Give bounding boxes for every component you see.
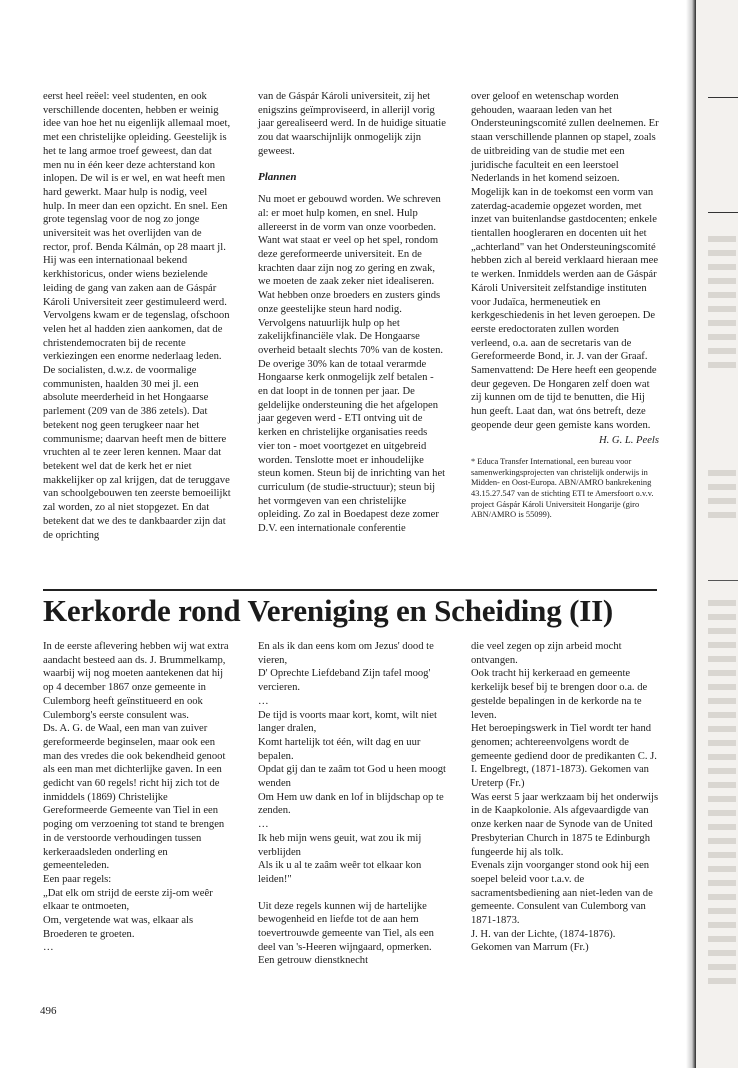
subheading-plannen: Plannen (258, 170, 297, 183)
adjacent-page-text-fragment (708, 950, 736, 956)
top-article-paragraph: van de Gáspár Károli universiteit, zij het enigszins geïmproviseerd, in allerijl vorig jaar gerealiseerd werd. In de huidige situatie zou dat waarschijnlijk onmogelijk zijn geweest. (258, 91, 446, 157)
adjacent-page-text-fragment (708, 306, 736, 312)
adjacent-page-text-fragment (708, 642, 736, 648)
adjacent-page-text-fragment (708, 362, 736, 368)
adjacent-page-text-fragment (708, 824, 736, 830)
adjacent-page-text-fragment (708, 768, 736, 774)
adjacent-page-text-fragment (708, 684, 736, 690)
adjacent-page-text-fragment (708, 712, 736, 718)
adjacent-page-text-fragment (708, 512, 736, 518)
adjacent-page-text-fragment (708, 250, 736, 256)
adjacent-page-text-fragment (708, 796, 736, 802)
adjacent-page-text-fragment (708, 754, 736, 760)
adjacent-page-text-fragment (708, 264, 736, 270)
top-article-paragraph: eerst heel reëel: veel studenten, en ook verschillende docenten, hebben er weinig idee van hoe het nu eigenlijk allemaal moet, met een christelijke opleiding. Geestelijk is het te lang armoe troef geweest, dan dat men nu in één keer deze achterstand kon inlopen. De wil is er wel, en wat heeft men hard gewerkt. Maar hulp is nodig, veel hulp. In meer dan een opzicht. En snel. Een grote tegenslag voor de nog zo jonge universiteit was het overlijden van de rector, prof. Benda Kálmán, op 28 maart jl. Hij was een internationaal bekend kerkhistoricus, onder wiens bezielende leiding de gang van zaken aan de Gáspár Károli Universiteit zeer gestimuleerd werd. Vervolgens kwam er de tegenslag, ofschoon velen het al hadden zien aankomen, dat de christendemocraten bij de recente verkiezingen een enorme nederlaag leden. De socialisten, d.w.z. de voormalige communisten, haalden 30 mei jl. een absolute meerderheid in het Hongaarse parlement (209 van de 386 zetels). Dat betekent nog geen terugkeer naar het communisme; daarvan heeft men de bittere vruchten al te zeer leren kennen. Maar dat betekent wel dat de kerk het er niet makkelijker op zal krijgen, dat de teruggave van schoolgebouwen ten zeerste bemoeilijkt zal worden, zo al niet stopgezet. En dat betekent dat we des te dankbaarder zijn dat de oprichting (43, 91, 231, 541)
adjacent-page-text-fragment (708, 498, 736, 504)
bottom-article-paragraph: Uit deze regels kunnen wij de hartelijke bewogenheid en liefde tot de aan hem toevertrouwde gemeente van Tiel, als een deel van 's-Heeren wijngaard, opmerken. Een getrouw dienstknecht (258, 900, 434, 967)
poem-excerpt: En als ik dan eens kom om Jezus' dood te vieren, D' Oprechte Liefdeband Zijn tafel moog' vercieren. … De tijd is voorts maar kort, komt, wilt niet langer dralen, Komt hartelijk tot één, wilt dag en uur bepalen. Opdat gij dan te zaâm tot God u heen moogt wenden Om Hem uw dank en lof in blijdschap op te zenden. … Ik heb mijn wens geuit, wat zou ik mij verblijden Als ik u al te zaâm weêr tot elkaar kon leiden!" (258, 641, 446, 885)
adjacent-page-text-fragment (708, 936, 736, 942)
adjacent-page-text-fragment (708, 880, 736, 886)
adjacent-page-text-fragment (708, 908, 736, 914)
bottom-article-column-3 (471, 640, 659, 955)
top-article-paragraph: Nu moet er gebouwd worden. We schreven al: er moet hulp komen, en snel. Hulp allereerst in de vorm van onze voorbeden. Want wat staat er veel op het spel, rondom deze gereformeerde universiteit. En de krachten daar zijn nog zo gering en zwak, we moeten de zaak zeker niet idealiseren. Wat hebben onze broeders en zusters ginds onze geestelijke steun hard nodig. Vervolgens natuurlijk hulp op het zakelijkfinanciële vlak. De Hongaarse overheid betaalt slechts 70% van de kosten. De overige 30% kan de totaal verarmde Hongaarse kerk onmogelijk zelf betalen - en dat loopt in de tonnen per jaar. De geldelijke ondersteuning die het afgelopen jaar gegeven werd - ETI ontving uit de kerken en christelijke organisaties reeds vier ton - moet voortgezet en uitgebreid worden. Tenslotte moet er inhoudelijke steun komen. Steun bij de inrichting van het curriculum (de studie-structuur); steun bij het vormgeven van een christelijke opleiding. Zo zal in Boedapest deze zomer D.V. een internationale conferentie (258, 194, 446, 535)
adjacent-page-text-fragment (708, 782, 736, 788)
adjacent-page-text-fragment (708, 656, 736, 662)
adjacent-page-text-fragment (708, 838, 736, 844)
top-article-column-2 (258, 90, 446, 536)
adjacent-page-text-fragment (708, 236, 736, 242)
section-divider (43, 589, 657, 591)
adjacent-page-text-fragment (708, 964, 736, 970)
adjacent-page-rule (708, 212, 738, 213)
author-signature: H. G. L. Peels (598, 434, 659, 446)
summary-paragraph: Samenvattend: De Here heeft een geopende deur gegeven. De Hongaren zelf doen wat zij kunnen om de tijd te benutten, die Hij hun geeft. Laat dan, wat óns betreft, deze geopende deur geen gemiste kans worden. (471, 365, 657, 431)
adjacent-page-rule (708, 580, 738, 581)
bottom-article-paragraph: In de eerste aflevering hebben wij wat extra aandacht besteed aan ds. J. Brummelkamp, waarbij wij nog moeten aantekenen dat hij op 4 december 1867 onze gemeente in Culemborg heeft geïnstitueerd en ook Culemborg's eerste consulent was. Ds. A. G. de Waal, een man van zuiver gereformeerde beginselen, maar ook een man des vredes die ook bekendheid genoot als een man met dichterlijke gaven. In een gedicht van 60 regels! richt hij zich tot de inmiddels (1869) Christelijke Gereformeerde Gemeente van Tiel in een poging om verzoening tot stand te brengen in de verstoorde verhoudingen tussen kerkeraadsleden onderling en gemeenteleden. Een paar regels: „Dat elk om strijd de eerste zij-om weêr elkaar te ontmoeten, Om, vergetende wat was, elkaar als Broederen te groeten. … (43, 641, 229, 954)
page-number: 496 (40, 1005, 57, 1017)
top-article-column-1 (43, 90, 231, 542)
adjacent-page-text-fragment (708, 348, 736, 354)
adjacent-page-text-fragment (708, 810, 736, 816)
adjacent-page-text-fragment (708, 726, 736, 732)
adjacent-page-text-fragment (708, 470, 736, 476)
adjacent-page-text-fragment (708, 922, 736, 928)
bottom-article-column-1 (43, 640, 231, 955)
book-gutter (686, 0, 696, 1068)
adjacent-page-text-fragment (708, 740, 736, 746)
adjacent-page-text-fragment (708, 894, 736, 900)
adjacent-page-text-fragment (708, 978, 736, 984)
adjacent-page-text-fragment (708, 852, 736, 858)
adjacent-page-text-fragment (708, 698, 736, 704)
adjacent-page-text-fragment (708, 334, 736, 340)
article-headline: Kerkorde rond Vereniging en Scheiding (II) (43, 593, 614, 628)
adjacent-page-text-fragment (708, 484, 736, 490)
footnote: * Educa Transfer International, een bureau voor samenwerkingsprojecten van christelijk onderwijs in Midden- en Oost-Europa. ABN/AMRO bankrekening 43.15.27.547 van de stichting ETI te Amersfoort o.v.v. project Gáspár Károli Universiteit Hongarije (giro ABN/AMRO is 55099). (471, 457, 654, 520)
adjacent-page-text-fragment (708, 600, 736, 606)
bottom-article-column-2 (258, 640, 446, 968)
adjacent-page-text-fragment (708, 614, 736, 620)
adjacent-page-text-fragment (708, 628, 736, 634)
adjacent-page-text-fragment (708, 320, 736, 326)
adjacent-page-text-fragment (708, 292, 736, 298)
adjacent-page-text-fragment (708, 670, 736, 676)
adjacent-page-fragment (696, 0, 738, 1068)
top-article-paragraph: over geloof en wetenschap worden gehouden, waaraan leden van het Ondersteuningscomité zullen deelnemen. Er staan verschillende plannen op stapel, zoals de uitbreiding van de studie met een juridische faculteit en een leerstoel Nederlands in het komend seizoen. Mogelijk kan in de toekomst een vorm van zaterdag-academie opgezet worden, met inzet van buitenlandse gastdocenten; enkele tientallen hoogleraren en docenten uit het „achterland" van het Ondersteuningscomité hebben zich al bereid verklaard hieraan mee te werken. Inmiddels werden aan de Gáspár Károli Universiteit zelfstandige instituten voor Judaïca, hermeneutiek en kerkgeschiedenis in het leven geroepen. De eerste eredoctoraten zullen worden verleend, o.a. aan de secretaris van de Gereformeerde Bond, ir. J. van der Graaf. (471, 91, 659, 363)
adjacent-page-text-fragment (708, 278, 736, 284)
adjacent-page-text-fragment (708, 866, 736, 872)
top-article-column-3 (471, 90, 659, 521)
adjacent-page-rule (708, 97, 738, 98)
bottom-article-paragraph: die veel zegen op zijn arbeid mocht ontvangen. Ook tracht hij kerkeraad en gemeente kerkelijk besef bij te brengen door o.a. de gestelde bepalingen in de kerkorde na te leven. Het beroepingswerk in Tiel wordt ter hand genomen; achtereenvolgens wordt de gemeente gediend door de predikanten C. J. I. Engelbregt, (1871-1873). Gekomen van Ureterp (Fr.) Was eerst 5 jaar werkzaam bij het onderwijs in de Kaapkolonie. Als afgevaardigde van onze kerken naar de Synode van de United Presbyterian Church in 1875 te Edinburgh fungeerde hij als tolk. Evenals zijn voorganger stond ook hij een soepel beleid voor t.a.v. de sacramentsbediening aan niet-leden van de gemeente. Consulent van Culemborg van 1871-1873. J. H. van der Lichte, (1874-1876). Gekomen van Marrum (Fr.) (471, 641, 659, 954)
